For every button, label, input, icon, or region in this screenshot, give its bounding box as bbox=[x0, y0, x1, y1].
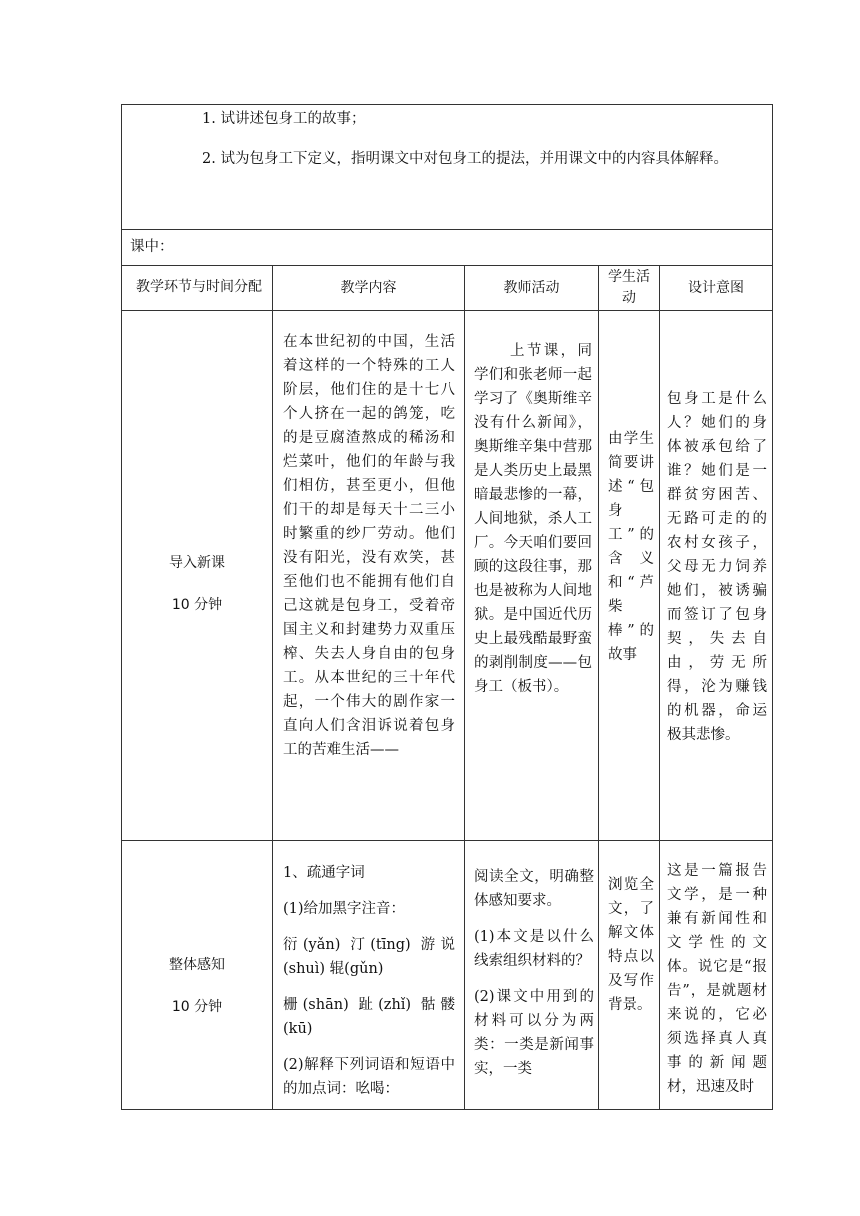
section-label: 课中： bbox=[130, 239, 174, 255]
row-divider bbox=[122, 229, 772, 230]
row-divider bbox=[122, 840, 772, 841]
content-step-2: (1)给加黑字注音： bbox=[283, 901, 406, 917]
col-divider bbox=[464, 265, 465, 1110]
task-item-2: 2. 试为包身工下定义，指明课文中对包身工的提法，并用课文中的内容具体解释。 bbox=[202, 151, 728, 167]
row2-stage-name: 整体感知 bbox=[169, 957, 225, 973]
row1-content: 在本世纪初的中国，生活着这样的一个特殊的工人阶层，他们住的是十七八个人挤在一起的鸽笼，吃的是豆腐渣熬成的稀汤和烂菜叶，他们的年龄与我们相仿，甚至更小，但他们干的却是每天十二三小时繁重的纱厂劳动。他们没有阳光，没有欢笑，甚至他们也不能拥有他们自己这就是包身工，受着帝国主义和封建势力双重压榨、失去人身自由的包身工。从本世纪的三十年代起，一个伟大的剧作家一直向人们含泪诉说着包身工的苦难生活—— bbox=[283, 334, 455, 758]
row1-stage-name: 导入新课 bbox=[169, 555, 225, 571]
row2-stage-block bbox=[122, 953, 272, 1019]
content-pinyin-2: 栅(shān) 趾(zhǐ) 骷髅(kū) bbox=[283, 997, 455, 1037]
teacher-instruction: 阅读全文，明确整体感知要求。 bbox=[474, 869, 594, 909]
row2-time: 10 分钟 bbox=[171, 999, 223, 1015]
row2-student: 浏览全文，了解文体特点以及写作背景。 bbox=[608, 877, 654, 1013]
task-item-1: 1. 试讲述包身工的故事； bbox=[202, 111, 366, 127]
content-step-3: (2)解释下列词语和短语中的加点词：吆喝： bbox=[283, 1057, 455, 1097]
pre-class-tasks bbox=[130, 107, 766, 171]
header-intent: 设计意图 bbox=[688, 279, 744, 296]
row2-teacher bbox=[474, 865, 594, 1081]
lesson-plan-table bbox=[121, 104, 773, 1110]
col-divider bbox=[659, 265, 660, 1110]
row2-content bbox=[283, 861, 455, 1101]
header-stage-time: 教学环节与时间分配 bbox=[136, 279, 262, 295]
header-content: 教学内容 bbox=[340, 279, 397, 296]
teacher-question-1: (1)本文是以什么线索组织材料的？ bbox=[474, 929, 594, 969]
header-teacher: 教师活动 bbox=[503, 279, 560, 296]
row1-time: 10 分钟 bbox=[171, 597, 223, 613]
row1-student: 由学生简要讲述“包身工”的含义和“芦柴棒”的故事 bbox=[608, 431, 654, 663]
col-divider bbox=[272, 265, 273, 1110]
content-step-1: 1、疏通字词 bbox=[283, 865, 365, 881]
row2-intent: 这是一篇报告文学，是一种兼有新闻性和文学性的文体。说它是“报告”，是就题材来说的，它必须选择真人真事的新闻题材，迅速及时 bbox=[667, 863, 767, 1095]
col-divider bbox=[598, 265, 599, 1110]
teacher-question-2: (2)课文中用到的材料可以分为两类：一类是新闻事实，一类 bbox=[474, 989, 594, 1077]
row1-teacher: 上节课，同学们和张老师一起学习了《奥斯维辛没有什么新闻》，奥斯维辛集中营那是人类历史上最黑暗最悲惨的一幕，人间地狱，杀人工厂。今天咱们要回顾的这段往事，那也是被称为人间地狱。是中国近代历史上最残酷最野蛮的剥削制度——包身工（板书）。 bbox=[474, 343, 592, 695]
row1-stage bbox=[122, 551, 272, 617]
row1-intent: 包身工是什么人？她们的身体被承包给了谁？她们是一群贫穷困苦、无路可走的的农村女孩子，父母无力饲养她们，被诱骗而签订了包身契，失去自由，劳无所得，沦为赚钱的机器，命运极其悲惨。 bbox=[667, 391, 767, 743]
header-student: 学生活动 bbox=[608, 268, 650, 306]
row-divider bbox=[122, 310, 772, 311]
content-pinyin-1: 衍(yǎn) 汀(tīng) 游说(shuì) 辊(gǔn) bbox=[283, 937, 455, 977]
